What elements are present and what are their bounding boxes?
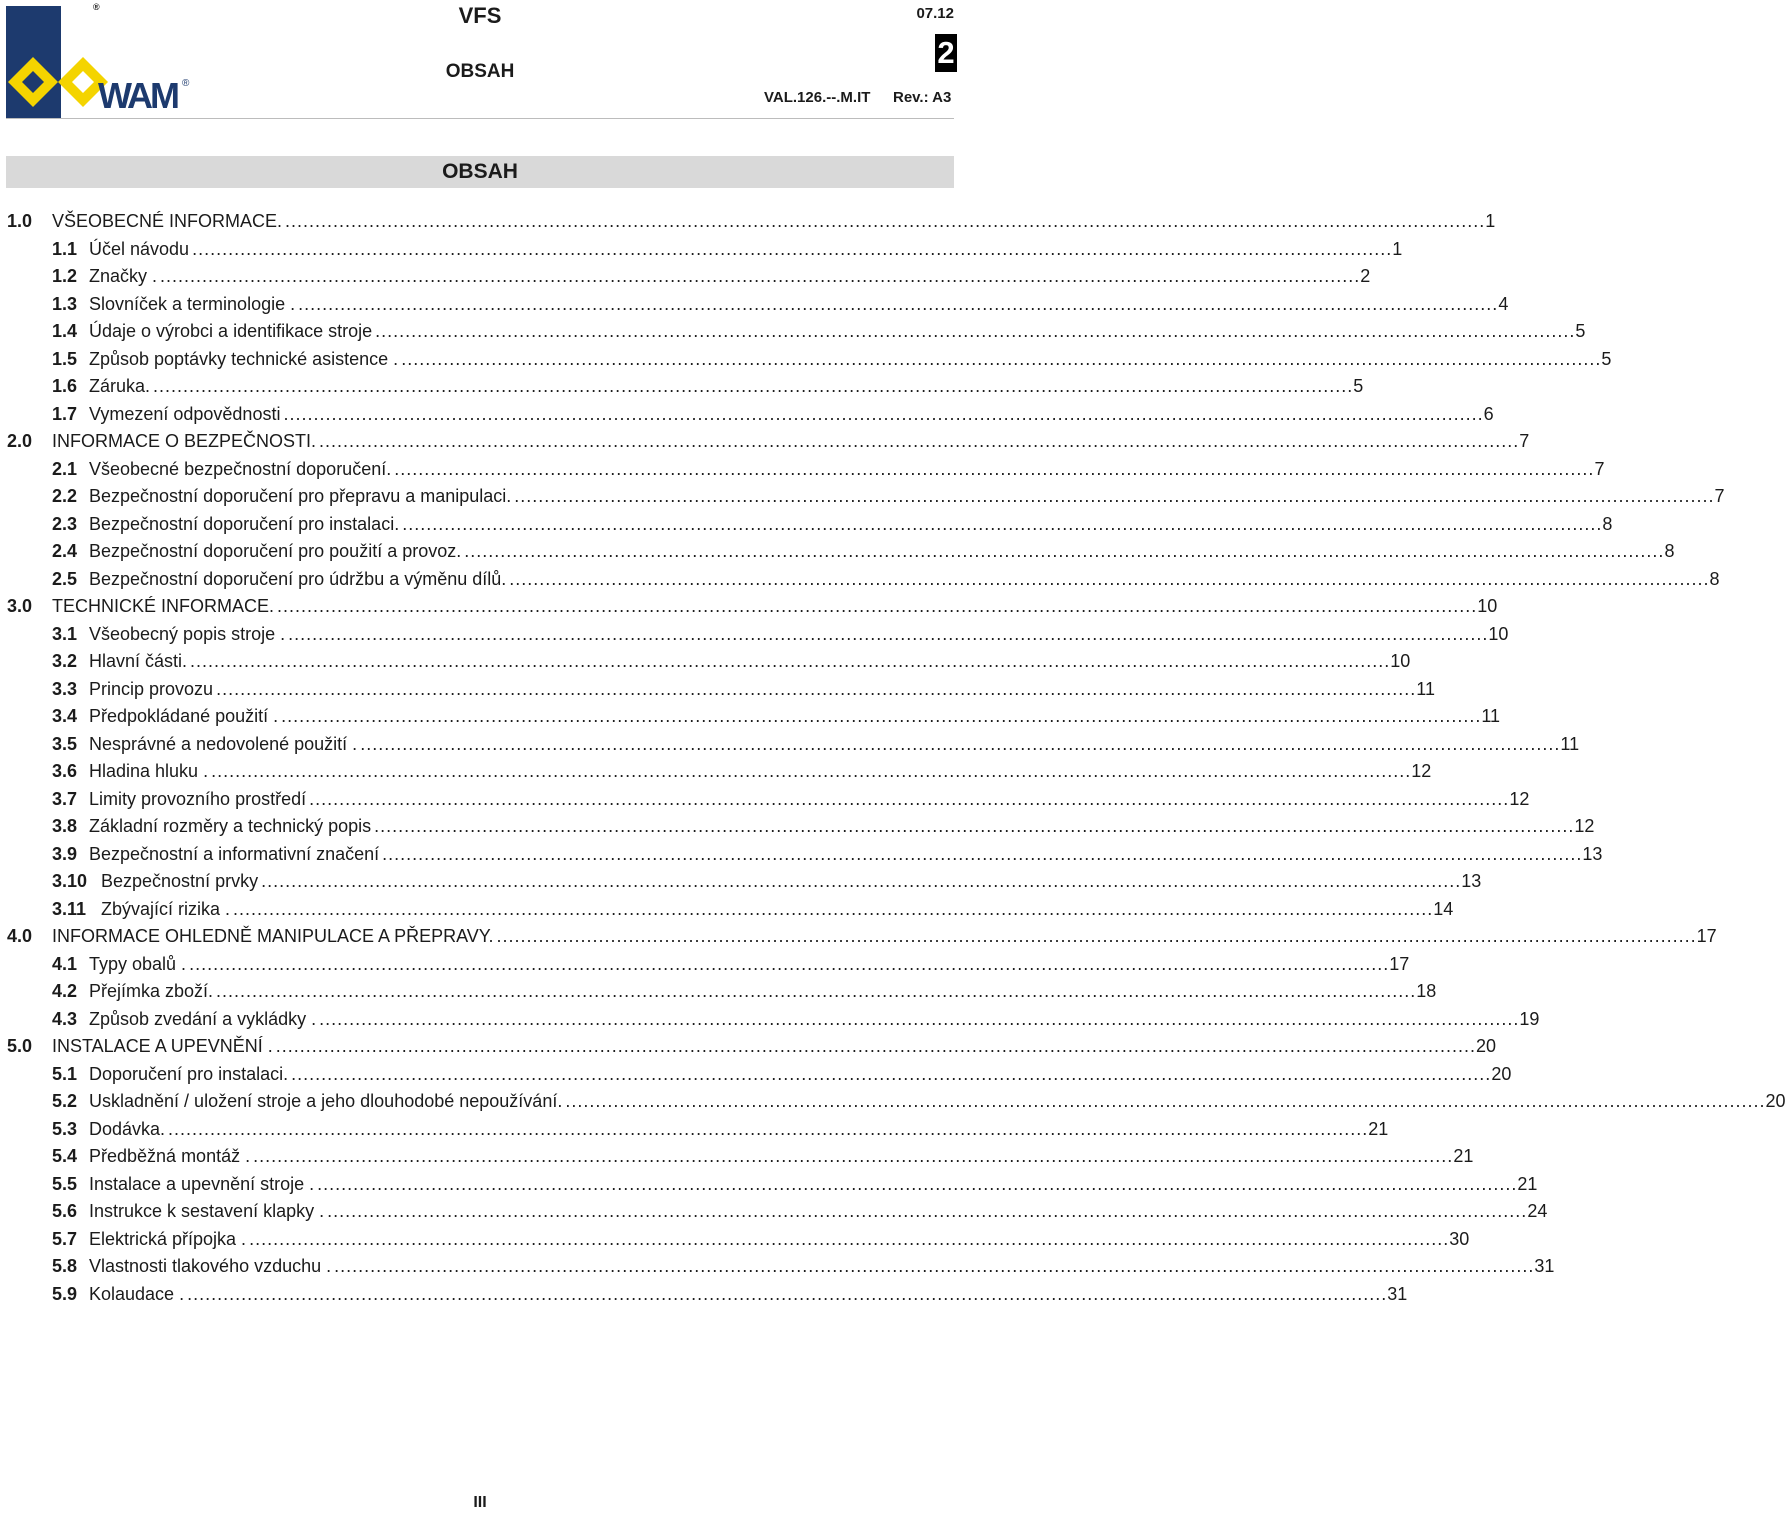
toc-item[interactable] — [0, 1226, 1470, 1254]
toc-title: Způsob poptávky technické asistence . — [89, 348, 399, 369]
dot-leader: ........................................................................................................................................................................................................ — [374, 816, 1575, 836]
toc-title: Typy obalů . — [89, 953, 187, 974]
toc-title: VŠEOBECNÉ INFORMACE. — [52, 211, 283, 231]
logo-reg-mark: ® — [182, 78, 190, 89]
toc-item[interactable] — [0, 263, 1371, 291]
toc-leader-line — [89, 676, 1435, 704]
toc-number: 4.2 — [52, 981, 78, 1001]
dot-leader: ........................................................................................................................................................................................................ — [288, 623, 1489, 644]
toc-title: Slovníček a terminologie . — [89, 293, 296, 314]
toc-item[interactable] — [0, 511, 1613, 539]
toc-title: Předběžná montáž . — [89, 1146, 251, 1166]
toc-leader-line — [89, 731, 1580, 759]
toc-number: 3.7 — [52, 788, 78, 809]
toc-number: 3.6 — [52, 761, 78, 781]
dot-leader: ........................................................................................................................................................................................................ — [190, 651, 1391, 671]
toc-page-number: 20 — [1475, 1036, 1496, 1056]
toc-item[interactable] — [0, 318, 1586, 346]
toc-item[interactable] — [0, 1061, 1512, 1089]
toc-title: Limity provozního prostředí — [89, 788, 307, 809]
toc-leader-line — [101, 868, 1482, 896]
toc-title: Hladina hluku . — [89, 761, 209, 781]
section-title-band: OBSAH — [6, 156, 954, 188]
dot-leader: ........................................................................................................................................................................................................ — [382, 843, 1583, 864]
dot-leader: ........................................................................................................................................................................................................ — [160, 266, 1361, 286]
toc-page-number: 8 — [1664, 541, 1675, 561]
toc-page-number: 10 — [1477, 596, 1498, 616]
dot-leader: ........................................................................................................................................................................................................ — [327, 1201, 1528, 1221]
toc-number: 1.1 — [52, 238, 78, 259]
toc-leader-line — [89, 1281, 1408, 1309]
toc-title: Princip provozu — [89, 678, 214, 699]
toc-leader-line — [89, 401, 1494, 429]
toc-item[interactable] — [0, 401, 1494, 429]
toc-number: 5.9 — [52, 1283, 78, 1304]
toc-page-number: 19 — [1519, 1008, 1540, 1029]
toc-page-number: 4 — [1498, 293, 1509, 314]
toc-leader-line — [89, 1253, 1555, 1281]
page-footer-number: III — [473, 1494, 487, 1511]
toc-title: Hlavní části. — [89, 651, 188, 671]
toc-title: Vlastnosti tlakového vzduchu . — [89, 1256, 332, 1276]
toc-item[interactable] — [0, 731, 1580, 759]
toc-item[interactable] — [0, 896, 1454, 924]
toc-item[interactable] — [0, 703, 1501, 731]
toc-leader-line — [89, 621, 1509, 649]
toc-title: Kolaudace . — [89, 1283, 185, 1304]
toc-page-number: 7 — [1714, 486, 1725, 506]
toc-page-number: 2 — [1360, 266, 1371, 286]
toc-item[interactable] — [0, 1198, 1548, 1226]
toc-item[interactable] — [0, 1281, 1408, 1309]
toc-number: 5.4 — [52, 1146, 78, 1166]
toc-page-number: 11 — [1560, 733, 1580, 754]
document-subtitle: OBSAH — [445, 61, 515, 82]
toc-title: Doporučení pro instalaci. — [89, 1063, 289, 1084]
toc-page-number: 7 — [1519, 431, 1530, 451]
toc-item[interactable] — [0, 346, 1612, 374]
toc-page-number: 12 — [1411, 761, 1432, 781]
chapter-number-badge: 2 — [935, 34, 957, 72]
toc-title: INFORMACE O BEZPEČNOSTI. — [52, 431, 317, 451]
toc-number: 5.5 — [52, 1173, 78, 1194]
toc-title: Vymezení odpovědnosti — [89, 403, 281, 424]
toc-leader-line — [89, 1226, 1470, 1254]
dot-leader: ........................................................................................................................................................................................................ — [309, 788, 1510, 809]
toc-page-number: 14 — [1433, 898, 1454, 919]
toc-page-number: 7 — [1594, 458, 1605, 479]
dot-leader: ........................................................................................................................................................................................................ — [402, 513, 1603, 534]
toc-number: 3.5 — [52, 733, 78, 754]
header-divider — [6, 118, 954, 119]
dot-leader: ........................................................................................................................................................................................................ — [394, 458, 1595, 479]
toc-page-number: 10 — [1488, 623, 1509, 644]
toc-number: 3.0 — [7, 596, 33, 616]
toc-number: 4.3 — [52, 1008, 78, 1029]
dot-leader: ........................................................................................................................................................................................................ — [334, 1256, 1535, 1276]
document-date: 07.12 — [916, 5, 954, 22]
toc-chapter[interactable] — [0, 428, 1530, 456]
toc-number: 3.9 — [52, 843, 78, 864]
dot-leader: ........................................................................................................................................................................................................ — [565, 1091, 1766, 1111]
toc-number: 1.6 — [52, 376, 78, 396]
dot-leader: ........................................................................................................................................................................................................ — [261, 871, 1462, 891]
toc-item[interactable] — [0, 236, 1403, 264]
toc-number: 1.7 — [52, 403, 78, 424]
toc-number: 2.4 — [52, 541, 78, 561]
toc-leader-line — [89, 758, 1432, 786]
toc-leader-line — [89, 648, 1411, 676]
toc-number: 1.3 — [52, 293, 78, 314]
toc-number: 2.2 — [52, 486, 78, 506]
dot-leader: ........................................................................................................................................................................................................ — [192, 238, 1393, 259]
dot-leader: ........................................................................................................................................................................................................ — [375, 321, 1576, 341]
toc-title: Bezpečnostní a informativní značení — [89, 843, 380, 864]
dot-leader: ........................................................................................................................................................................................................ — [233, 898, 1434, 919]
logo-wordmark: WAM — [98, 75, 177, 116]
toc-chapter[interactable] — [0, 208, 1496, 236]
toc-leader-line — [52, 428, 1530, 456]
toc-page-number: 21 — [1517, 1173, 1538, 1194]
dot-leader: ........................................................................................................................................................................................................ — [281, 706, 1482, 726]
toc-page-number: 20 — [1765, 1091, 1786, 1111]
toc-title: INFORMACE OHLEDNĚ MANIPULACE A PŘEPRAVY. — [52, 926, 494, 946]
toc-leader-line — [89, 511, 1613, 539]
dot-leader: ........................................................................................................................................................................................................ — [277, 596, 1478, 616]
toc-title: Zbývající rizika . — [101, 898, 231, 919]
revision-label: Rev.: A3 — [893, 89, 952, 106]
toc-title: Účel návodu — [89, 238, 190, 259]
dot-leader: ........................................................................................................................................................................................................ — [168, 1118, 1369, 1139]
toc-title: TECHNICKÉ INFORMACE. — [52, 596, 275, 616]
toc-leader-line — [52, 923, 1717, 951]
dot-leader: ........................................................................................................................................................................................................ — [285, 211, 1486, 231]
toc-title: Bezpečnostní prvky — [101, 871, 259, 891]
toc-leader-line — [89, 263, 1371, 291]
toc-item[interactable] — [0, 1171, 1538, 1199]
toc-leader-line — [89, 566, 1720, 594]
toc-leader-line — [89, 1143, 1474, 1171]
toc-number: 2.0 — [7, 431, 33, 451]
dot-leader: ........................................................................................................................................................................................................ — [216, 981, 1417, 1001]
toc-item[interactable] — [0, 566, 1720, 594]
toc-page-number: 17 — [1696, 926, 1717, 946]
toc-leader-line — [89, 841, 1603, 869]
toc-title: Předpokládané použití . — [89, 706, 279, 726]
toc-item[interactable] — [0, 1088, 1786, 1116]
toc-page-number: 8 — [1709, 568, 1720, 589]
toc-title: Všeobecné bezpečnostní doporučení. — [89, 458, 392, 479]
toc-page-number: 24 — [1527, 1201, 1548, 1221]
toc-number: 4.1 — [52, 953, 78, 974]
toc-item[interactable] — [0, 868, 1482, 896]
dot-leader: ........................................................................................................................................................................................................ — [298, 293, 1499, 314]
toc-leader-line — [89, 236, 1403, 264]
toc-leader-line — [89, 456, 1605, 484]
toc-item[interactable] — [0, 538, 1675, 566]
toc-title: Záruka. — [89, 376, 151, 396]
dot-leader: ........................................................................................................................................................................................................ — [291, 1063, 1492, 1084]
toc-number: 2.5 — [52, 568, 78, 589]
toc-item[interactable] — [0, 483, 1725, 511]
toc-number: 3.4 — [52, 706, 78, 726]
toc-number: 5.0 — [7, 1036, 33, 1056]
registered-mark: ® — [93, 2, 100, 12]
toc-chapter[interactable] — [0, 1033, 1496, 1061]
dot-leader: ........................................................................................................................................................................................................ — [509, 568, 1710, 589]
toc-leader-line — [89, 813, 1595, 841]
toc-number: 2.3 — [52, 513, 78, 534]
toc-item[interactable] — [0, 648, 1411, 676]
toc-number: 3.3 — [52, 678, 78, 699]
dot-leader: ........................................................................................................................................................................................................ — [283, 403, 1484, 424]
dot-leader: ........................................................................................................................................................................................................ — [153, 376, 1354, 396]
toc-leader-line — [89, 703, 1501, 731]
toc-item[interactable] — [0, 1143, 1474, 1171]
toc-leader-line — [52, 593, 1498, 621]
toc-item[interactable] — [0, 951, 1410, 979]
toc-title: Přejímka zboží. — [89, 981, 214, 1001]
dot-leader: ........................................................................................................................................................................................................ — [253, 1146, 1454, 1166]
toc-number: 3.8 — [52, 816, 78, 836]
toc-title: INSTALACE A UPEVNĚNÍ . — [52, 1036, 273, 1056]
toc-leader-line — [52, 1033, 1496, 1061]
toc-page-number: 5 — [1353, 376, 1364, 396]
toc-item[interactable] — [0, 1006, 1540, 1034]
toc-leader-line — [89, 483, 1725, 511]
toc-number: 1.5 — [52, 348, 78, 369]
toc-chapter[interactable] — [0, 593, 1498, 621]
toc-item[interactable] — [0, 291, 1509, 319]
toc-number: 1.0 — [7, 211, 33, 231]
toc-title: Všeobecný popis stroje . — [89, 623, 286, 644]
toc-item[interactable] — [0, 841, 1603, 869]
dot-leader: ........................................................................................................................................................................................................ — [189, 953, 1390, 974]
toc-title: Bezpečnostní doporučení pro přepravu a manipulaci. — [89, 486, 512, 506]
toc-number: 5.8 — [52, 1256, 78, 1276]
toc-item[interactable] — [0, 621, 1509, 649]
toc-title: Elektrická přípojka . — [89, 1228, 247, 1249]
toc-page-number: 8 — [1602, 513, 1613, 534]
toc-item[interactable] — [0, 813, 1595, 841]
toc-page-number: 1 — [1392, 238, 1403, 259]
toc-title: Bezpečnostní doporučení pro údržbu a výměnu dílů. — [89, 568, 507, 589]
toc-number: 5.2 — [52, 1091, 78, 1111]
toc-number: 3.1 — [52, 623, 78, 644]
toc-leader-line — [89, 318, 1586, 346]
toc-page-number: 10 — [1390, 651, 1411, 671]
toc-title: Bezpečnostní doporučení pro použití a provoz. — [89, 541, 462, 561]
toc-title: Uskladnění / uložení stroje a jeho dlouhodobé nepoužívání. — [89, 1091, 563, 1111]
dot-leader: ........................................................................................................................................................................................................ — [496, 926, 1697, 946]
toc-title: Bezpečnostní doporučení pro instalaci. — [89, 513, 400, 534]
toc-leader-line — [89, 1088, 1786, 1116]
toc-item[interactable] — [0, 978, 1437, 1006]
toc-leader-line — [89, 786, 1530, 814]
toc-leader-line — [89, 538, 1675, 566]
dot-leader: ........................................................................................................................................................................................................ — [216, 678, 1417, 699]
toc-page-number: 30 — [1449, 1228, 1470, 1249]
toc-title: Údaje o výrobci a identifikace stroje — [89, 321, 373, 341]
toc-number: 5.7 — [52, 1228, 78, 1249]
toc-leader-line — [89, 1061, 1512, 1089]
toc-title: Instrukce k sestavení klapky . — [89, 1201, 325, 1221]
toc-title: Způsob zvedání a vykládky . — [89, 1008, 317, 1029]
toc-number: 4.0 — [7, 926, 33, 946]
toc-item[interactable] — [0, 1253, 1555, 1281]
toc-leader-line — [89, 1171, 1538, 1199]
toc-leader-line — [89, 978, 1437, 1006]
dot-leader: ........................................................................................................................................................................................................ — [319, 431, 1520, 451]
toc-page-number: 6 — [1483, 403, 1494, 424]
dot-leader: ........................................................................................................................................................................................................ — [275, 1036, 1476, 1056]
dot-leader: ........................................................................................................................................................................................................ — [211, 761, 1412, 781]
toc-page-number: 13 — [1461, 871, 1482, 891]
toc-leader-line — [52, 208, 1496, 236]
toc-item[interactable] — [0, 786, 1530, 814]
toc-number: 3.10 — [52, 871, 88, 891]
toc-number: 1.4 — [52, 321, 78, 341]
toc-number: 1.2 — [52, 266, 78, 286]
toc-title: Značky . — [89, 266, 158, 286]
dot-leader: ........................................................................................................................................................................................................ — [317, 1173, 1518, 1194]
toc-leader-line — [101, 896, 1454, 924]
toc-leader-line — [89, 1198, 1548, 1226]
toc-page-number: 31 — [1534, 1256, 1555, 1276]
toc-item[interactable] — [0, 456, 1605, 484]
toc-page-number: 11 — [1416, 678, 1435, 699]
toc-number: 2.1 — [52, 458, 78, 479]
toc-number: 3.2 — [52, 651, 78, 671]
toc-page-number: 17 — [1389, 953, 1410, 974]
dot-leader: ........................................................................................................................................................................................................ — [319, 1008, 1520, 1029]
dot-leader: ........................................................................................................................................................................................................ — [464, 541, 1665, 561]
toc-chapter[interactable] — [0, 923, 1717, 951]
document-code: VAL.126.--.M.IT — [764, 89, 871, 106]
toc-number: 5.6 — [52, 1201, 78, 1221]
toc-leader-line — [89, 291, 1509, 319]
toc-leader-line — [89, 951, 1410, 979]
document-title: VFS — [458, 3, 502, 28]
toc-title: Instalace a upevnění stroje . — [89, 1173, 315, 1194]
toc-title: Základní rozměry a technický popis — [89, 816, 372, 836]
toc-page-number: 18 — [1416, 981, 1437, 1001]
dot-leader: ........................................................................................................................................................................................................ — [401, 348, 1602, 369]
toc-title: Dodávka. — [89, 1118, 166, 1139]
dot-leader: ........................................................................................................................................................................................................ — [249, 1228, 1450, 1249]
toc-page-number: 21 — [1453, 1146, 1474, 1166]
toc-number: 5.3 — [52, 1118, 78, 1139]
toc-leader-line — [89, 373, 1364, 401]
toc-page-number: 13 — [1582, 843, 1603, 864]
toc-page-number: 1 — [1485, 211, 1496, 231]
toc-page-number: 31 — [1387, 1283, 1408, 1304]
toc-leader-line — [89, 346, 1612, 374]
dot-leader: ........................................................................................................................................................................................................ — [187, 1283, 1388, 1304]
toc-leader-line — [89, 1006, 1540, 1034]
toc-number: 5.1 — [52, 1063, 78, 1084]
toc-page-number: 20 — [1491, 1063, 1512, 1084]
toc-leader-line — [89, 1116, 1389, 1144]
toc-item[interactable] — [0, 1116, 1389, 1144]
toc-page-number: 11 — [1481, 706, 1501, 726]
toc-item[interactable] — [0, 758, 1432, 786]
dot-leader: ........................................................................................................................................................................................................ — [360, 733, 1561, 754]
table-of-contents — [0, 208, 1786, 1308]
toc-number: 3.11 — [52, 898, 87, 919]
toc-item[interactable] — [0, 373, 1364, 401]
toc-page-number: 5 — [1601, 348, 1612, 369]
dot-leader: ........................................................................................................................................................................................................ — [514, 486, 1715, 506]
toc-page-number: 21 — [1368, 1118, 1389, 1139]
toc-page-number: 12 — [1509, 788, 1530, 809]
toc-page-number: 5 — [1575, 321, 1586, 341]
toc-page-number: 12 — [1574, 816, 1595, 836]
toc-title: Nesprávné a nedovolené použití . — [89, 733, 358, 754]
toc-item[interactable] — [0, 676, 1435, 704]
